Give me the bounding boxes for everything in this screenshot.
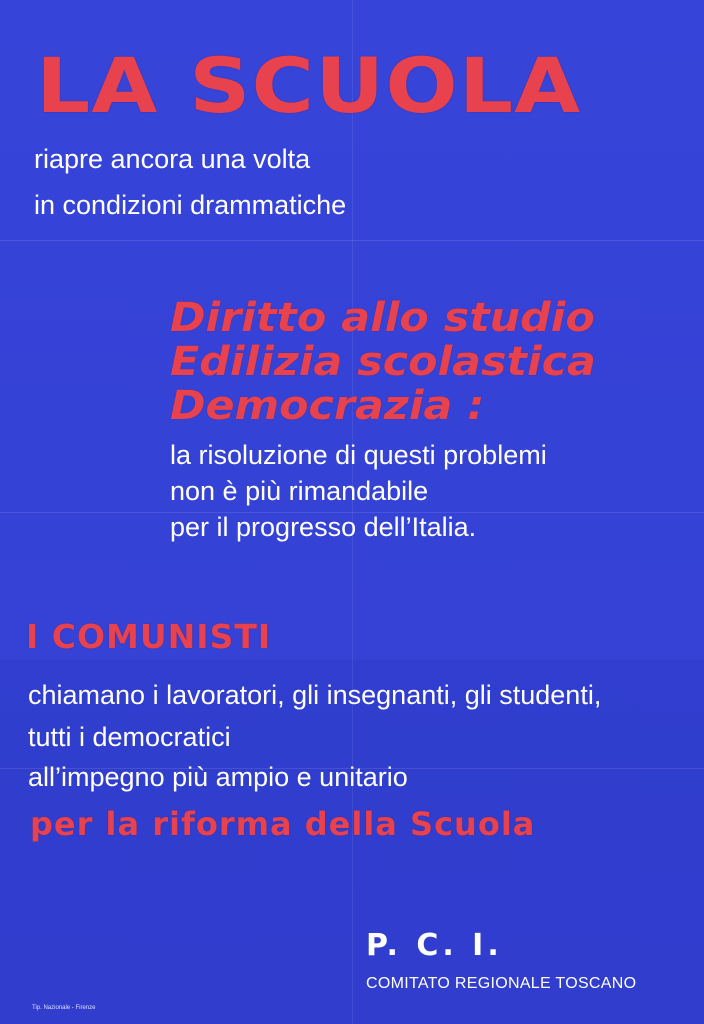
communists-heading: I COMUNISTI: [26, 617, 272, 656]
committee-name: COMITATO REGIONALE TOSCANO: [366, 975, 637, 992]
slogan: per la riforma della Scuola: [30, 805, 536, 843]
intro-line-2: in condizioni drammatiche: [34, 190, 347, 220]
appeal-line-1: chiamano i lavoratori, gli insegnanti, gli studenti,: [28, 680, 602, 710]
headline: LA SCUOLA: [36, 41, 582, 130]
intro-line-1: riapre ancora una volta: [34, 144, 311, 174]
statement-line-1: la risoluzione di questi problemi: [170, 440, 547, 470]
topic-diritto-allo-studio: Diritto allo studio: [170, 295, 595, 341]
appeal-line-2: tutti i democratici: [28, 722, 231, 752]
printer-credit: Tip. Nazionale - Firenze: [32, 1005, 96, 1011]
topic-democrazia: Democrazia :: [170, 383, 485, 429]
appeal-line-3: all’impegno più ampio e unitario: [28, 762, 408, 792]
statement-line-2: non è più rimandabile: [170, 476, 429, 506]
party-signature: P. C. I.: [366, 928, 503, 963]
statement-line-3: per il progresso dell’Italia.: [170, 512, 477, 542]
topic-edilizia-scolastica: Edilizia scolastica: [170, 339, 596, 385]
topics-block: [170, 295, 596, 429]
